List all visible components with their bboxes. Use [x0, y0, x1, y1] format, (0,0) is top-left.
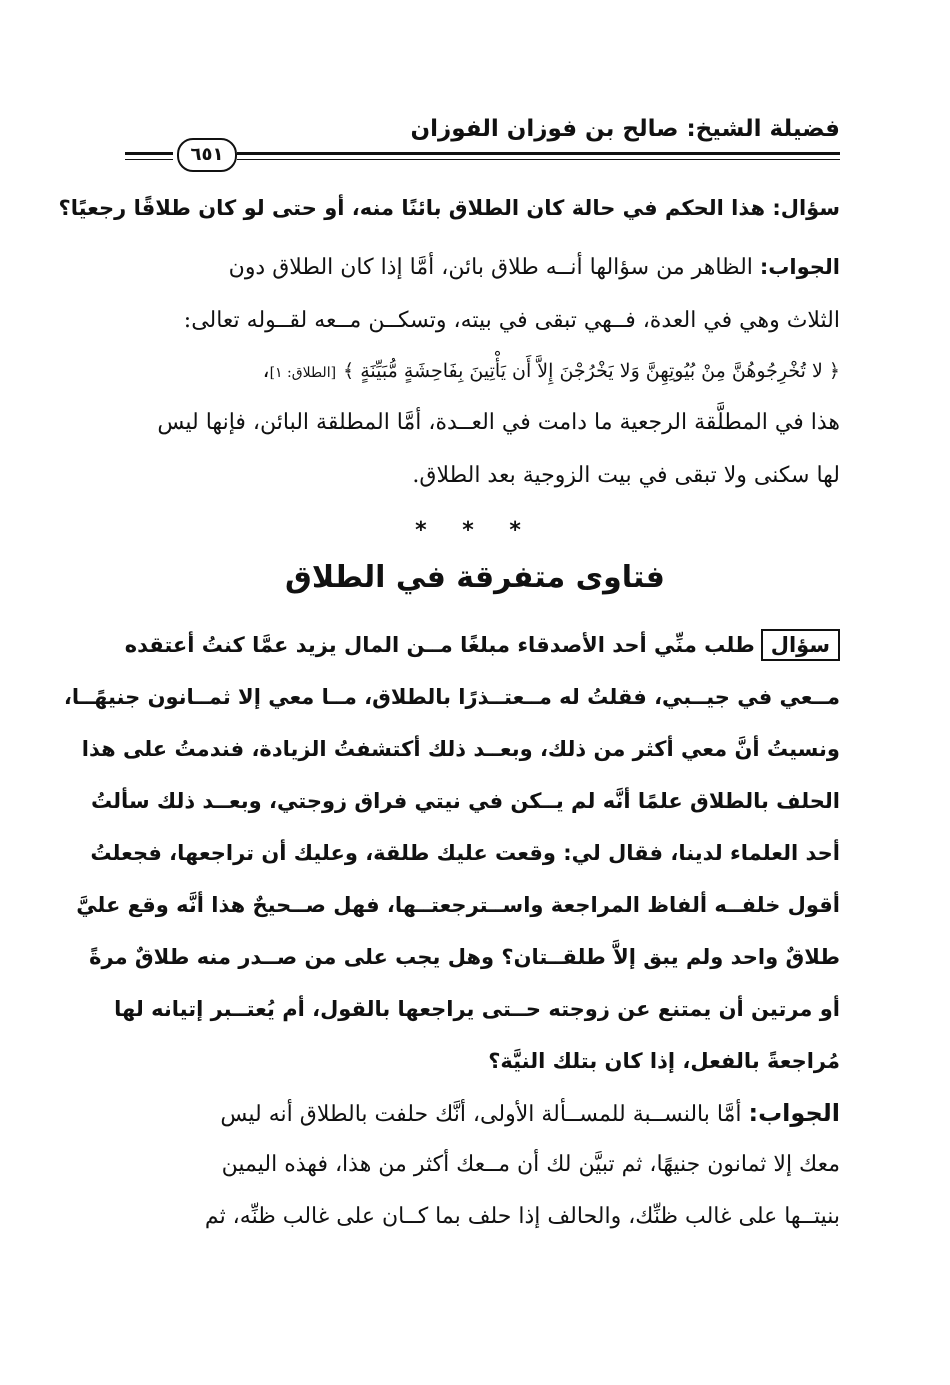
question-line-6: أقول خلفــه ألفاظ المراجعة واســترجعتــها، فهل صــحيحٌ هذا أنَّه وقع عليَّ	[76, 893, 840, 917]
question-line-9: مُراجعةً بالفعل، إذا كان بتلك النيَّة؟	[488, 1049, 840, 1073]
quran-verse: ﴿ لا تُخْرِجُوهُنَّ مِنْ بُيُوتِهِنَّ وَلا يَخْرُجْنَ إِلاَّ أَن يَأْتِينَ بِفَاحِشَةٍ مُّبَيِّنَةٍ ﴾	[343, 360, 840, 382]
answer-line-3: بنيتــها على غالب ظنِّك، والحالف إذا حلف بما كــان على غالب ظنِّه، ثم	[204, 1204, 840, 1229]
question-line-3: ونسيتُ أنَّ معي أكثر من ذلك، وبعــد ذلك أكتشفتُ الزيادة، فندمتُ على هذا	[81, 737, 840, 761]
answer-line-1	[130, 1098, 840, 1130]
page-number: ٦٥١	[177, 138, 237, 172]
answer-line-2: معك إلا ثمانون جنيهًا، ثم تبيَّن لك أن مــعك أكثر من هذا، فهذه اليمين	[221, 1152, 840, 1177]
answer-label: الجواب:	[759, 255, 840, 279]
question-line-8: أو مرتين أن يمتنع عن زوجته حــتى يراجعها بالقول، أم يُعتــبر إتيانه لها	[114, 997, 840, 1021]
header-rule-left	[125, 152, 173, 155]
first-answer-line-1	[130, 252, 840, 283]
page-header	[125, 108, 840, 178]
section-separator: * * *	[415, 518, 535, 543]
section-title: فتاوى متفرقة في الطلاق	[285, 560, 665, 595]
first-answer-line-4: لها سكنى ولا تبقى في بيت الزوجية بعد الطلاق.	[412, 463, 840, 488]
question-line-7: طلاقٌ واحد ولم يبق إلاَّ طلقــتان؟ وهل يجب على من صــدر منه طلاقٌ مرةً	[89, 945, 840, 969]
question-label-box: سؤال	[761, 629, 840, 661]
running-head: فضيلة الشيخ: صالح بن فوزان الفوزان	[410, 116, 840, 142]
quran-reference: [الطلاق: ١]	[269, 365, 337, 381]
quran-suffix: ،	[262, 358, 270, 383]
question-line-2: مــعي في جيــبي، فقلتُ له مــعتــذرًا بالطلاق، مــا معي إلا ثمــانون جنيهًــا،	[63, 685, 840, 709]
answer-text-2: أمَّا بالنســبة للمســألة الأولى، أنَّك حلفت بالطلاق أنه ليس	[220, 1102, 742, 1127]
answer-text: الظاهر من سؤالها أنــه طلاق بائن، أمَّا إذا كان الطلاق دون	[228, 255, 753, 280]
question-line-5: أحد العلماء لدينا، فقال لي: وقعت عليك طلقة، وعليك أن تراجعها، فجعلتُ	[90, 841, 840, 865]
question-text: طلب منِّي أحد الأصدقاء مبلغًا مــن المال يزيد عمَّا كنتُ أعتقده	[124, 633, 755, 657]
first-answer-line-3: هذا في المطلَّقة الرجعية ما دامت في العــدة، أمَّا المطلقة البائن، فإنها ليس	[157, 410, 840, 435]
header-rule-thin	[237, 159, 840, 160]
answer-label-2: الجواب:	[748, 1099, 840, 1127]
header-rule-left-thin	[125, 159, 173, 160]
quran-verse-line	[130, 356, 840, 388]
question-line-4: الحلف بالطلاق علمًا أنَّه لم يــكن في نيتي فراق زوجتي، وبعــد ذلك سألتُ	[90, 789, 840, 813]
first-answer-line-2: الثلاث وهي في العدة، فــهي تبقى في بيته، وتسكــن مــعه لقــوله تعالى:	[183, 308, 840, 333]
first-question: سؤال: هذا الحكم في حالة كان الطلاق بائنًا منه، أو حتى لو كان طلاقًا رجعيًا؟	[58, 196, 840, 220]
question-line-1	[124, 629, 840, 661]
header-rule	[237, 152, 840, 155]
